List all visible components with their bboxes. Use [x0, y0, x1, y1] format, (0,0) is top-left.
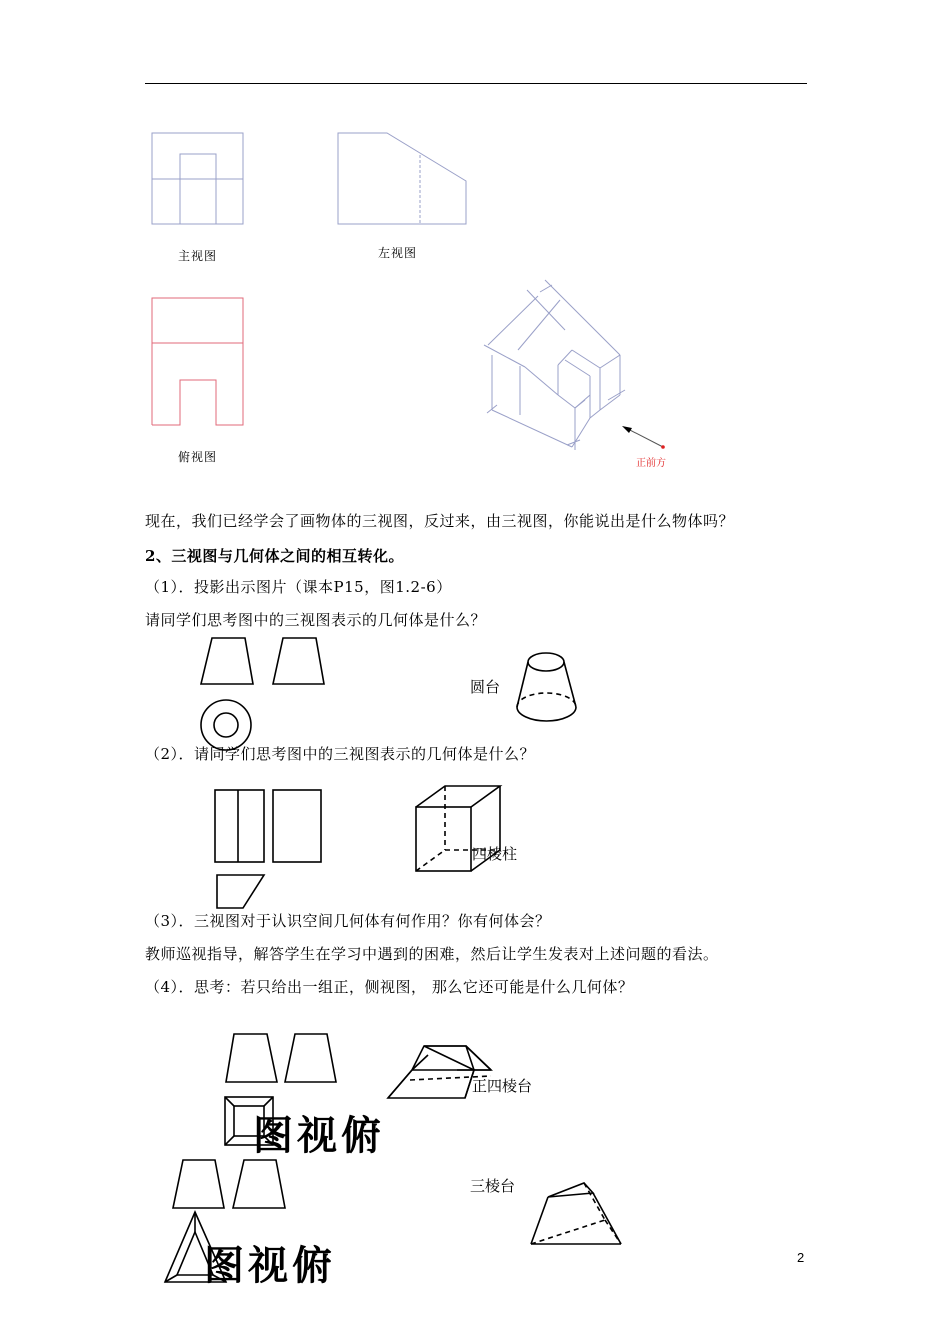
left-view-caption: 左视图 [378, 246, 418, 260]
question-4: （4）．思考：若只给出一组正，侧视图， 那么它还可能是什么几何体？ [145, 978, 634, 996]
top-view-label-big-1: 图视俯 [253, 1113, 385, 1159]
top-view-caption: 俯视图 [178, 450, 218, 464]
question-2: （2）．请同学们思考图中的三视图表示的几何体是什么？ [145, 745, 536, 763]
page-number: 2 [797, 1250, 805, 1265]
front-view-caption: 主视图 [178, 249, 218, 263]
section-heading: 2、三视图与几何体之间的相互转化。 [145, 547, 404, 565]
question-3: （3）．三视图对于认识空间几何体有何作用？你有何体会？ [145, 912, 551, 930]
question-1-intro: （1）．投影出示图片（课本P15，图1.2-6） [145, 578, 452, 596]
label-square-frustum: 正四棱台 [472, 1077, 533, 1095]
teacher-note: 教师巡视指导，解答学生在学习中遇到的困难，然后让学生发表对上述问题的看法。 [145, 945, 719, 963]
question-1-ask: 请同学们思考图中的三视图表示的几何体是什么？ [145, 611, 487, 629]
paragraph-intro: 现在，我们已经学会了画物体的三视图，反过来，由三视图，你能说出是什么物体吗？ [145, 512, 735, 530]
label-triangular-frustum: 三棱台 [470, 1177, 516, 1195]
front-direction-caption: 正前方 [636, 458, 666, 469]
top-view-label-big-2: 图视俯 [204, 1243, 336, 1289]
label-prism: 四棱柱 [472, 845, 518, 863]
label-frustum-cone: 圆台 [470, 678, 501, 696]
